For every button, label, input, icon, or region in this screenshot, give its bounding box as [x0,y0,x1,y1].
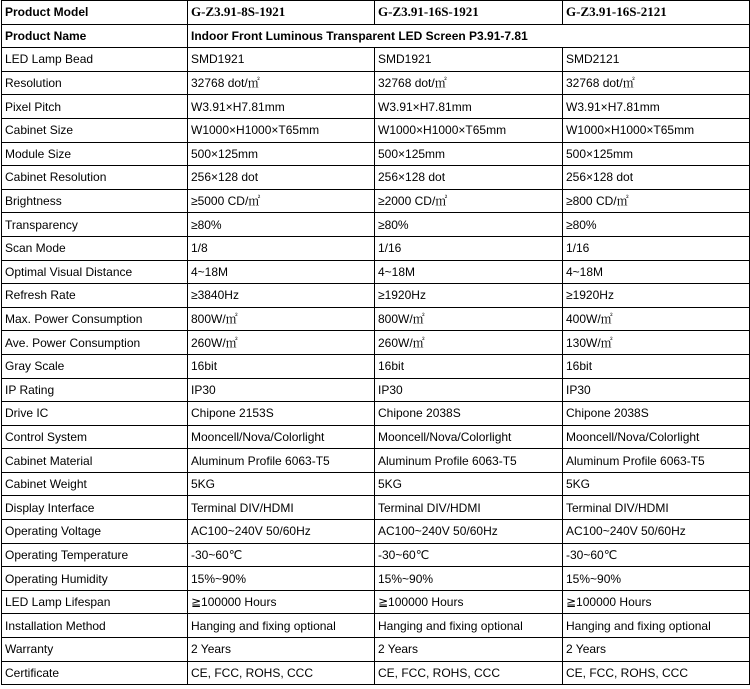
row-value: Mooncell/Nova/Colorlight [188,425,375,449]
table-row [2,661,750,685]
row-value: Hanging and fixing optional [188,614,375,638]
row-value: Chipone 2038S [375,402,563,426]
table-row [2,260,750,284]
header-label: Product Model [2,1,188,25]
row-value: IP30 [375,378,563,402]
row-value: W3.91×H7.81mm [563,95,750,119]
row-value: ≥80% [188,213,375,237]
row-value: W1000×H1000×T65mm [375,118,563,142]
table-row [2,118,750,142]
row-label: Cabinet Weight [2,472,188,496]
spec-table-body [2,1,750,685]
row-value: Hanging and fixing optional [563,614,750,638]
row-value: ≥5000 CD/㎡ [188,189,375,213]
row-value: ≥2000 CD/㎡ [375,189,563,213]
row-value: 5KG [375,472,563,496]
row-value: CE, FCC, ROHS, CCC [375,661,563,685]
table-row [2,284,750,308]
row-value: ≥3840Hz [188,284,375,308]
row-value: AC100~240V 50/60Hz [563,520,750,544]
row-label: Cabinet Material [2,449,188,473]
table-row [2,449,750,473]
row-value: SMD1921 [188,48,375,72]
row-value: ≧100000 Hours [563,590,750,614]
row-value: W1000×H1000×T65mm [188,118,375,142]
row-value: 260W/㎡ [188,331,375,355]
table-row [2,520,750,544]
row-value: ≥1920Hz [375,284,563,308]
row-label: Module Size [2,142,188,166]
row-label: Transparency [2,213,188,237]
row-value: Aluminum Profile 6063-T5 [188,449,375,473]
row-value: ≥1920Hz [563,284,750,308]
row-label: Optimal Visual Distance [2,260,188,284]
table-row [2,95,750,119]
row-label: Brightness [2,189,188,213]
table-row [2,472,750,496]
row-value: 260W/㎡ [375,331,563,355]
row-value: 4~18M [563,260,750,284]
row-label: LED Lamp Bead [2,48,188,72]
row-label: Cabinet Size [2,118,188,142]
row-value: W1000×H1000×T65mm [563,118,750,142]
row-value: 256×128 dot [375,166,563,190]
model-2: G-Z3.91-16S-1921 [375,1,563,25]
table-row [2,543,750,567]
model-3: G-Z3.91-16S-2121 [563,1,750,25]
product-name-row [2,24,750,48]
row-value: CE, FCC, ROHS, CCC [563,661,750,685]
row-label: Operating Temperature [2,543,188,567]
row-label: Display Interface [2,496,188,520]
row-value: 800W/㎡ [188,307,375,331]
table-row [2,71,750,95]
table-row [2,166,750,190]
row-value: SMD2121 [563,48,750,72]
row-value: -30~60℃ [188,543,375,567]
row-label: Resolution [2,71,188,95]
row-value: Terminal DIV/HDMI [375,496,563,520]
row-value: 5KG [563,472,750,496]
row-value: Mooncell/Nova/Colorlight [563,425,750,449]
row-label: Scan Mode [2,236,188,260]
row-value: 15%~90% [188,567,375,591]
row-label: Refresh Rate [2,284,188,308]
row-label: IP Rating [2,378,188,402]
row-value: Aluminum Profile 6063-T5 [563,449,750,473]
row-value: AC100~240V 50/60Hz [188,520,375,544]
row-label: LED Lamp Lifespan [2,590,188,614]
row-value: W3.91×H7.81mm [375,95,563,119]
table-row [2,614,750,638]
row-value: 4~18M [188,260,375,284]
table-row [2,307,750,331]
row-value: Aluminum Profile 6063-T5 [375,449,563,473]
row-value: ≥80% [375,213,563,237]
row-label: Pixel Pitch [2,95,188,119]
row-value: 500×125mm [188,142,375,166]
row-value: ≧100000 Hours [375,590,563,614]
row-label: Drive IC [2,402,188,426]
row-value: Chipone 2153S [188,402,375,426]
row-label: Installation Method [2,614,188,638]
product-name-label: Product Name [2,24,188,48]
row-value: 2 Years [563,638,750,662]
row-value: -30~60℃ [375,543,563,567]
row-value: 4~18M [375,260,563,284]
row-value: 1/16 [375,236,563,260]
table-row [2,402,750,426]
row-value: 800W/㎡ [375,307,563,331]
row-value: Hanging and fixing optional [375,614,563,638]
row-value: 16bit [563,354,750,378]
row-value: 500×125mm [375,142,563,166]
row-value: ≥800 CD/㎡ [563,189,750,213]
row-label: Gray Scale [2,354,188,378]
row-value: Terminal DIV/HDMI [563,496,750,520]
table-row [2,189,750,213]
table-row [2,496,750,520]
row-value: SMD1921 [375,48,563,72]
row-value: 256×128 dot [188,166,375,190]
row-label: Max. Power Consumption [2,307,188,331]
row-value: Terminal DIV/HDMI [188,496,375,520]
row-label: Warranty [2,638,188,662]
row-value: 32768 dot/㎡ [188,71,375,95]
row-value: 130W/㎡ [563,331,750,355]
row-value: 1/8 [188,236,375,260]
row-value: W3.91×H7.81mm [188,95,375,119]
row-value: IP30 [563,378,750,402]
row-label: Control System [2,425,188,449]
row-label: Ave. Power Consumption [2,331,188,355]
table-row [2,425,750,449]
table-row [2,378,750,402]
row-value: 32768 dot/㎡ [563,71,750,95]
table-row [2,331,750,355]
table-row [2,354,750,378]
row-value: 2 Years [375,638,563,662]
spec-table [1,0,750,685]
row-value: ≧100000 Hours [188,590,375,614]
row-value: Chipone 2038S [563,402,750,426]
row-value: Mooncell/Nova/Colorlight [375,425,563,449]
row-value: 1/16 [563,236,750,260]
table-row [2,638,750,662]
row-value: 2 Years [188,638,375,662]
row-value: 32768 dot/㎡ [375,71,563,95]
row-value: 16bit [375,354,563,378]
row-value: 15%~90% [375,567,563,591]
row-value: 15%~90% [563,567,750,591]
table-row [2,142,750,166]
table-row [2,213,750,237]
row-label: Cabinet Resolution [2,166,188,190]
row-value: 256×128 dot [563,166,750,190]
table-row [2,48,750,72]
row-value: 5KG [188,472,375,496]
row-value: 400W/㎡ [563,307,750,331]
row-value: ≥80% [563,213,750,237]
model-1: G-Z3.91-8S-1921 [188,1,375,25]
row-value: -30~60℃ [563,543,750,567]
row-value: AC100~240V 50/60Hz [375,520,563,544]
row-label: Operating Humidity [2,567,188,591]
product-name-value: Indoor Front Luminous Transparent LED Screen P3.91-7.81 [188,24,750,48]
row-value: IP30 [188,378,375,402]
header-row [2,1,750,25]
row-value: 500×125mm [563,142,750,166]
table-row [2,567,750,591]
row-value: CE, FCC, ROHS, CCC [188,661,375,685]
row-label: Certificate [2,661,188,685]
row-label: Operating Voltage [2,520,188,544]
table-row [2,236,750,260]
row-value: 16bit [188,354,375,378]
table-row [2,590,750,614]
